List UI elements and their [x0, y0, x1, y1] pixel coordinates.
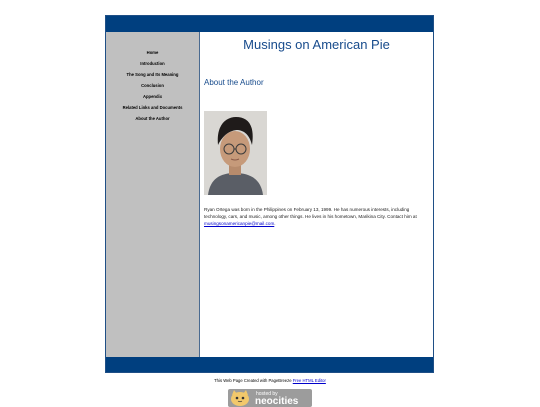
- nav-item-introduction[interactable]: Introduction: [140, 61, 165, 66]
- nav-item-about-author[interactable]: About the Author: [135, 116, 170, 121]
- author-bio: [204, 206, 426, 228]
- author-bio-end: .: [274, 221, 276, 226]
- badge-hosted-by: hosted by: [256, 391, 278, 397]
- neocities-badge[interactable]: [228, 389, 312, 407]
- nav-item-home[interactable]: Home: [146, 50, 159, 55]
- main-content: [200, 32, 433, 357]
- nav-item-appendix[interactable]: Appendix: [142, 94, 163, 99]
- neocities-cat-icon: [229, 390, 251, 406]
- section-heading: About the Author: [204, 78, 264, 87]
- footer-credit: [0, 378, 540, 383]
- sidebar: [106, 32, 200, 357]
- badge-neocities: neocities: [255, 396, 299, 407]
- footer-credit-text: This Web Page Created with PageBreeze: [214, 378, 293, 383]
- nav-item-song-meaning[interactable]: The Song and Its Meaning: [126, 72, 179, 77]
- author-bio-text: Ryan Ortega was born in the Philippines on February 13, 1999. He has numerous interests, including technology, cars, and music, among other things. He lives in his hometown, Marikina City. Contact him at: [204, 206, 417, 219]
- nav-item-related-links[interactable]: Related Links and Documents: [122, 105, 183, 110]
- footer-bar: [106, 357, 433, 372]
- nav-menu: [106, 47, 199, 124]
- author-email-link[interactable]: musingsonamericanpie@mail.com: [204, 221, 275, 226]
- nav-item-conclusion[interactable]: Conclusion: [141, 83, 164, 88]
- page-frame: [105, 15, 434, 373]
- free-html-editor-link[interactable]: Free HTML Editor: [292, 378, 326, 383]
- header-bar: [106, 16, 433, 32]
- author-photo: [204, 111, 267, 195]
- site-title: Musings on American Pie: [243, 37, 390, 52]
